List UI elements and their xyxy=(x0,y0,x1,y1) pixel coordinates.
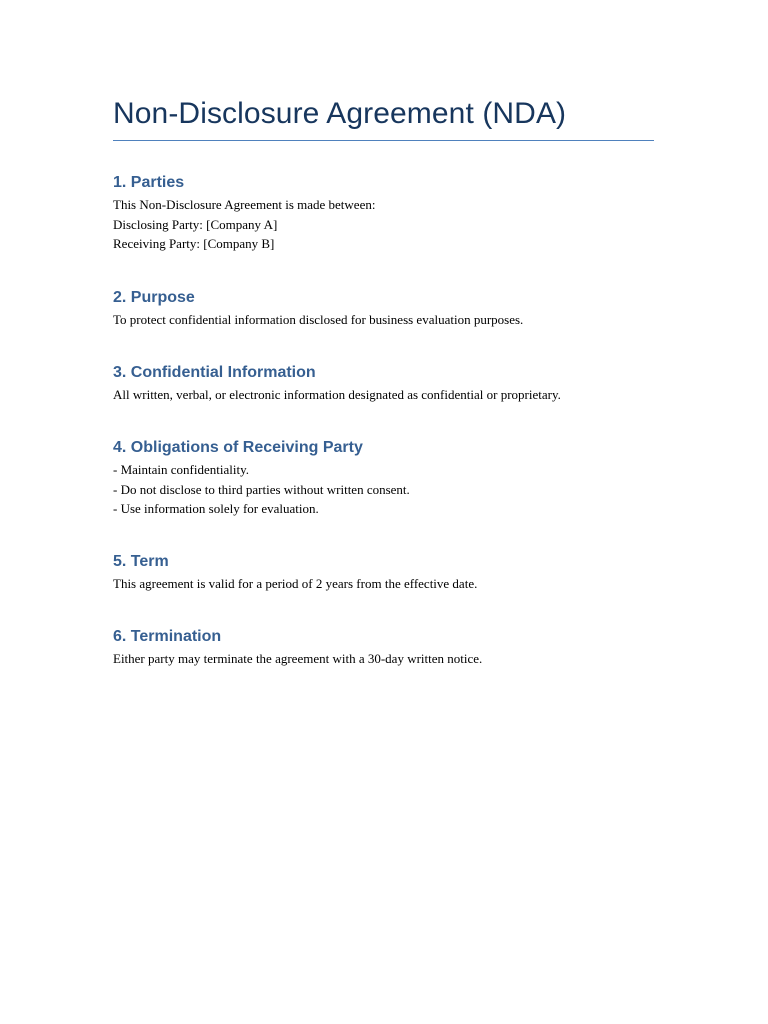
section-heading: 4. Obligations of Receiving Party xyxy=(113,439,363,456)
section-purpose xyxy=(113,288,523,330)
body-line: Receiving Party: [Company B] xyxy=(113,236,275,251)
body-line: - Do not disclose to third parties without written consent. xyxy=(113,481,410,497)
section-obligations xyxy=(113,438,410,519)
body-line: - Use information solely for evaluation. xyxy=(113,501,319,516)
body-line: Disclosing Party: [Company A] xyxy=(113,216,278,232)
section-heading: 5. Term xyxy=(113,553,169,570)
section-body xyxy=(113,649,482,669)
section-heading: 1. Parties xyxy=(113,174,185,191)
section-heading: 6. Termination xyxy=(113,628,222,645)
section-body xyxy=(113,195,375,254)
body-line: All written, verbal, or electronic information designated as confidential or proprietary. xyxy=(113,387,561,402)
body-line: Either party may terminate the agreement with a 30-day written notice. xyxy=(113,651,483,666)
body-line: This Non-Disclosure Agreement is made between: xyxy=(113,197,376,212)
section-body xyxy=(113,385,561,405)
body-line: This agreement is valid for a period of 2 years from the effective date. xyxy=(113,576,478,591)
section-body xyxy=(113,310,523,330)
body-line: To protect confidential information disclosed for business evaluation purposes. xyxy=(113,312,524,327)
section-body xyxy=(113,460,410,519)
section-body xyxy=(113,574,477,594)
section-confidential-information xyxy=(113,363,561,405)
section-term xyxy=(113,552,477,594)
section-parties xyxy=(113,173,375,254)
document-title: Non-Disclosure Agreement (NDA) xyxy=(113,96,654,141)
body-line: - Maintain confidentiality. xyxy=(113,462,249,477)
section-heading: 2. Purpose xyxy=(113,289,195,306)
section-heading: 3. Confidential Information xyxy=(113,364,316,381)
section-termination xyxy=(113,627,482,669)
